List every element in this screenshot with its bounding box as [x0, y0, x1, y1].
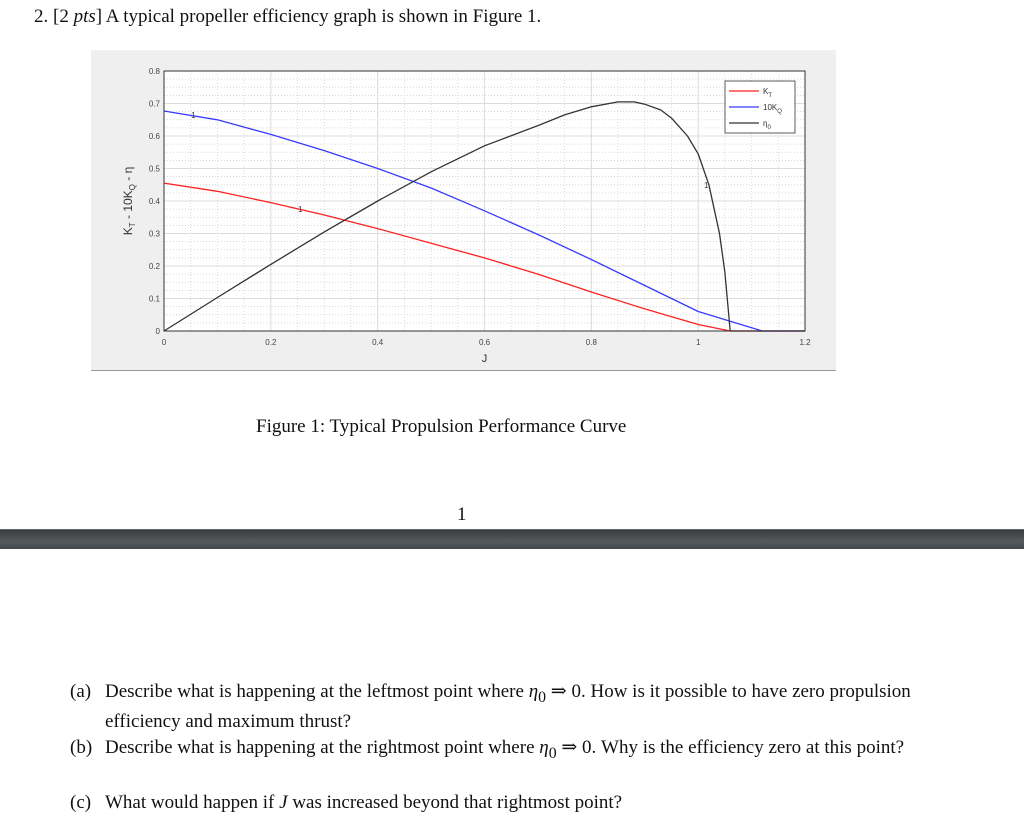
x-tick-label: 0.4: [372, 338, 384, 347]
subquestion-b: [70, 736, 920, 766]
math-symbol: J: [279, 792, 288, 813]
subquestion-text: What would happen if: [105, 792, 280, 813]
y-tick-label: 0.7: [148, 99, 160, 109]
curve-label: 1: [191, 110, 196, 120]
subquestion-text: ⇒ 0. How is it possible to have zero propulsion efficiency and maximum thrust?: [105, 681, 911, 732]
math-symbol: η: [528, 681, 539, 702]
x-tick-label: 1.2: [799, 338, 811, 347]
legend-entry: $K_T$: [763, 87, 773, 99]
page-number: 1: [457, 504, 467, 525]
page-separator: [0, 529, 1024, 549]
subquestion-text: ⇒ 0. Why is the efficiency zero at this point?: [556, 737, 905, 758]
y-tick-label: 0: [155, 327, 160, 336]
y-tick-label: 0.5: [148, 164, 160, 174]
figure-caption: Figure 1: Typical Propulsion Performance Curve: [256, 416, 627, 437]
y-tick-label: 0.1: [148, 294, 160, 304]
y-tick-label: 0.6: [148, 132, 160, 141]
x-tick-label: 0.8: [585, 338, 597, 347]
question-text: A typical propeller efficiency graph is shown in Figure 1.: [102, 6, 542, 27]
y-tick-label: 0.2: [148, 262, 160, 271]
points-unit: pts: [73, 6, 96, 27]
y-axis-label-part: K: [121, 227, 135, 236]
legend-entry: $\eta_0$: [763, 119, 771, 131]
subquestion-label: (a): [70, 681, 92, 702]
y-tick-label: 0.8: [148, 67, 160, 76]
y-axis-label-part: Q: [128, 184, 137, 191]
math-symbol: η: [539, 737, 549, 758]
x-tick-label: 0.2: [265, 338, 277, 347]
points-open: [2: [53, 6, 74, 27]
subquestion-label: (b): [70, 737, 93, 758]
points-close: ]: [95, 6, 103, 27]
y-axis-label: [121, 167, 137, 236]
y-axis-label-part: - 10K: [121, 190, 135, 223]
subquestion-label: (c): [70, 792, 92, 813]
question-number: 2.: [34, 6, 49, 27]
x-tick-label: 0: [161, 338, 167, 347]
math-subscript: 0: [538, 688, 547, 706]
subquestion-text: Describe what is happening at the leftmost point where: [105, 681, 529, 702]
curve-label: 1: [297, 205, 303, 215]
performance-chart: [91, 50, 836, 370]
figure-1: [91, 50, 836, 371]
x-tick-label: 1: [695, 338, 701, 347]
math-subscript: 0: [548, 744, 557, 762]
y-tick-label: 0.4: [148, 197, 160, 206]
subquestion-a: [70, 680, 920, 734]
y-axis-label-part: T: [128, 222, 137, 228]
subquestion-text: was increased beyond that rightmost point?: [287, 792, 623, 813]
subquestion-text: Describe what is happening at the rightmost point where: [105, 737, 540, 758]
y-tick-label: 0.3: [148, 229, 160, 239]
x-tick-label: 0.6: [478, 338, 491, 347]
question-heading: [34, 6, 541, 28]
y-axis-label-part: - η: [121, 166, 135, 185]
subquestion-c: [70, 791, 920, 815]
curve-label: 1: [703, 180, 709, 190]
x-axis-label: J: [481, 353, 488, 365]
legend-entry: $10K_Q$: [763, 103, 782, 115]
